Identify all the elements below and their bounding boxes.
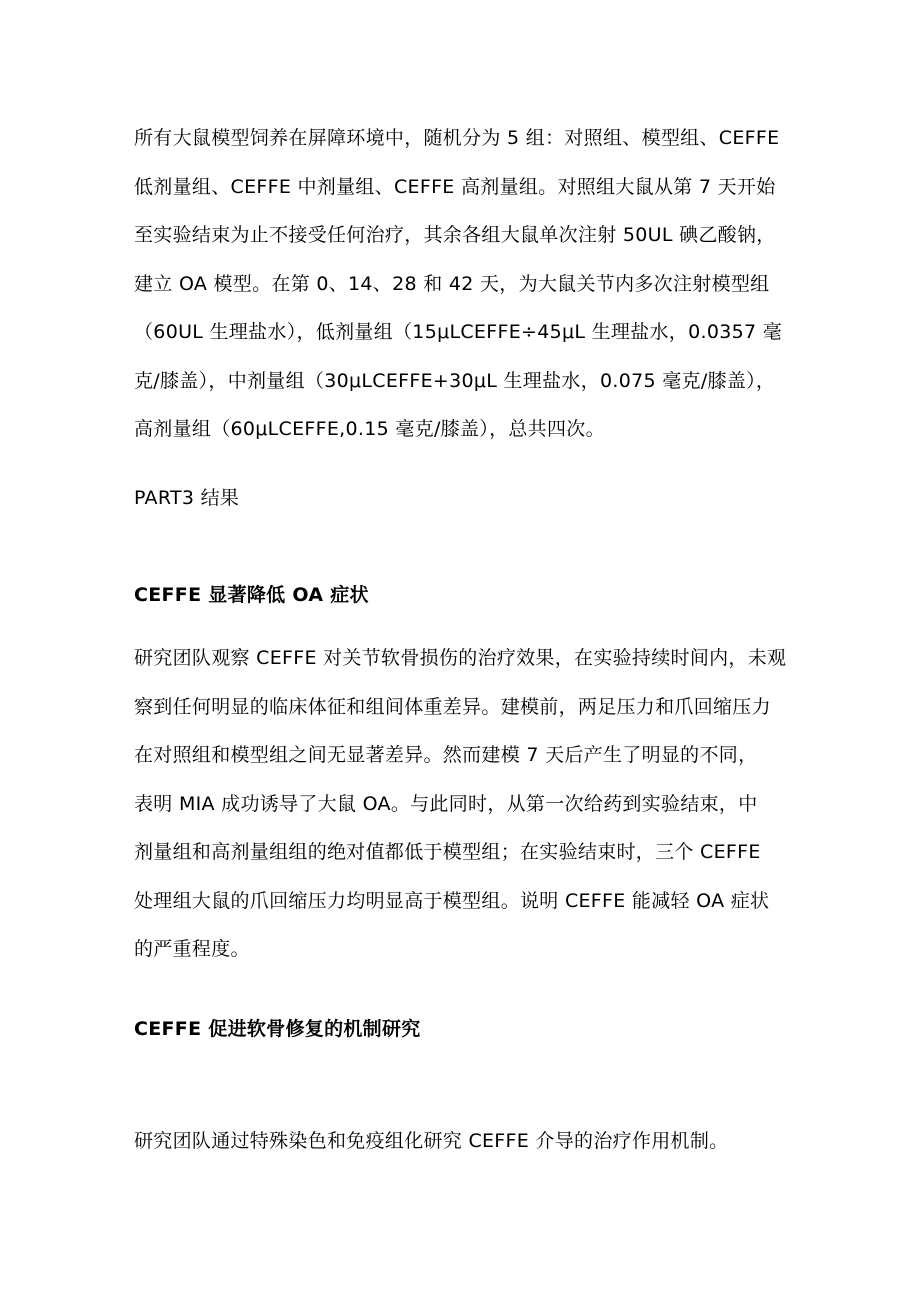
section-heading-ceffe-reduces-oa: CEFFE 显著降低 OA 症状 (134, 584, 369, 606)
paragraph-ceffe-effect: 研究团队观察 CEFFE 对关节软骨损伤的治疗效果，在实验持续时间内，未观 察到任何明显的临床体征和组间体重差异。建模前，两足压力和爪回缩压力 在对照组和模型组之间无显著差异。然而建模 7 天后产生了明显的不同， 表明 MIA 成功诱导了大鼠 OA。与此同时，从第一次给药到实验结束，中 剂量组和高剂量组组的绝对值都低于模型组；在实验结束时，三个 CEFFE 处理组大鼠的爪回缩压力均明显高于模型组。说明 CEFFE 能减轻 OA 症状 的严重程度。 (134, 647, 787, 960)
paragraph-mechanism-study: 研究团队通过特殊染色和免疫组化研究 CEFFE 介导的治疗作用机制。 (134, 1130, 729, 1152)
section-heading-mechanism: CEFFE 促进软骨修复的机制研究 (134, 1018, 421, 1040)
paragraph-part3-results: PART3 结果 (134, 487, 240, 509)
paragraph-grouping-method: 所有大鼠模型饲养在屏障环境中，随机分为 5 组：对照组、模型组、CEFFE 低剂量组、CEFFE 中剂量组、CEFFE 高剂量组。对照组大鼠从第 7 天开始 至实验结束为止不接受任何治疗，其余各组大鼠单次注射 50UL 碘乙酸钠， 建立 OA 模型。在第 0、14、28 和 42 天，为大鼠关节内多次注射模型组 （60UL 生理盐水），低剂量组（15μLCEFFE÷45μL 生理盐水，0.0357 毫 克/膝盖），中剂量组（30μLCEFFE+30μL 生理盐水，0.075 毫克/膝盖）， 高剂量组（60μLCEFFE,0.15 毫克/膝盖），总共四次。 (134, 127, 783, 440)
